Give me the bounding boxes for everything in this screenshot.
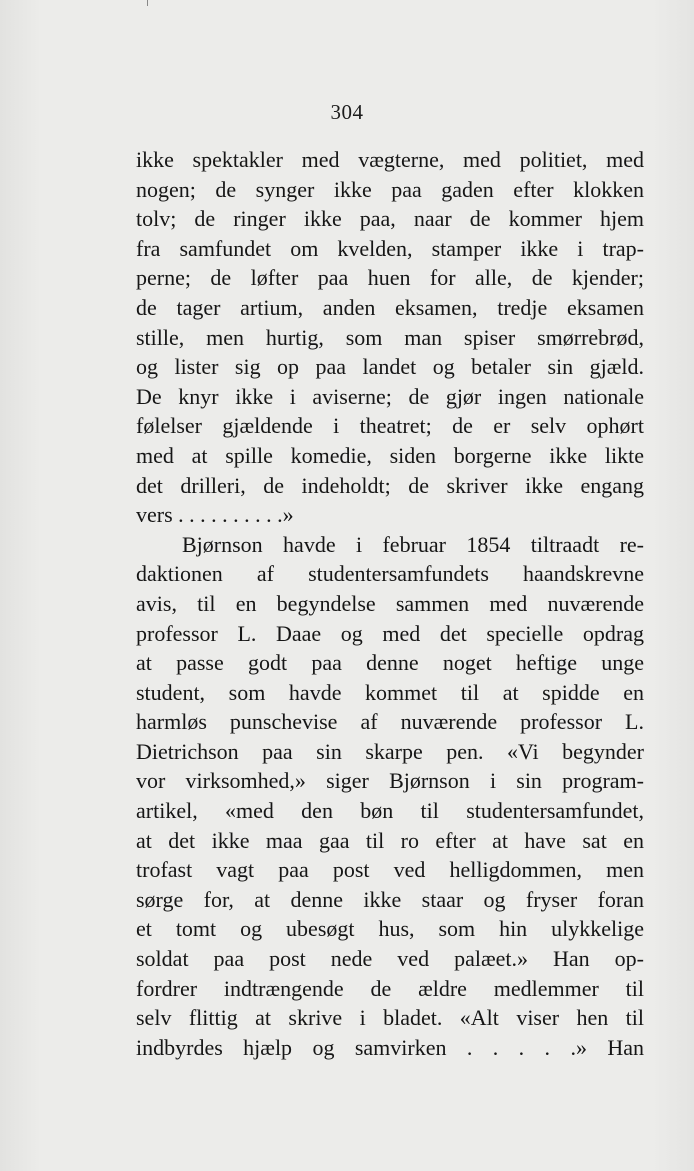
text-line: Dietrichson paa sin skarpe pen. «Vi begynder	[136, 738, 644, 764]
text-line: harmløs punschevise af nuværende professor L.	[136, 709, 644, 735]
text-line: vers . . . . . . . . . .»	[136, 502, 294, 528]
text-line: indbyrdes hjælp og samvirken . . . . .» Han	[136, 1034, 644, 1060]
text-line: de tager artium, anden eksamen, tredje eksamen	[136, 294, 644, 320]
text-line: daktionen af studentersamfundets haandskrevne	[136, 561, 644, 587]
text-line: trofast vagt paa post ved helligdommen, men	[136, 857, 644, 883]
text-line: med at spille komedie, siden borgerne ikke likte	[136, 442, 644, 468]
text-line: artikel, «med den bøn til studentersamfundet,	[136, 798, 644, 824]
text-line: et tomt og ubesøgt hus, som hin ulykkelige	[136, 916, 644, 942]
text-line: og lister sig op paa landet og betaler sin gjæld.	[136, 354, 644, 380]
text-line: nogen; de synger ikke paa gaden efter klokken	[136, 176, 644, 202]
text-line: Bjørnson havde i februar 1854 tiltraadt re-	[182, 531, 644, 557]
text-line: fra samfundet om kvelden, stamper ikke i trap-	[136, 235, 644, 261]
text-line: soldat paa post nede ved palæet.» Han op-	[136, 946, 644, 972]
text-line: sørge for, at denne ikke staar og fryser foran	[136, 886, 644, 912]
text-line: avis, til en begyndelse sammen med nuværende	[136, 590, 644, 616]
text-line: De knyr ikke i aviserne; de gjør ingen nationale	[136, 383, 644, 409]
text-line: at det ikke maa gaa til ro efter at have sat en	[136, 827, 644, 853]
text-line: selv flittig at skrive i bladet. «Alt viser hen til	[136, 1005, 644, 1031]
text-line: at passe godt paa denne noget heftige unge	[136, 650, 644, 676]
text-line: ikke spektakler med vægterne, med politiet, med	[136, 147, 644, 172]
text-line: vor virksomhed,» siger Bjørnson i sin program-	[136, 768, 644, 794]
text-line: stille, men hurtig, som man spiser smørrebrød,	[136, 324, 644, 350]
text-line: fordrer indtrængende de ældre medlemmer til	[136, 975, 644, 1001]
text-line: student, som havde kommet til at spidde en	[136, 679, 644, 705]
page-number: 304	[330, 100, 364, 124]
body-text	[136, 145, 644, 1062]
text-line: følelser gjældende i theatret; de er selv ophørt	[136, 413, 644, 439]
scan-mark	[147, 0, 148, 6]
text-line: professor L. Daae og med det specielle opdrag	[136, 620, 644, 646]
text-line: det drilleri, de indeholdt; de skriver ikke engang	[136, 472, 644, 498]
text-line: tolv; de ringer ikke paa, naar de kommer hjem	[136, 206, 644, 232]
text-line: perne; de løfter paa huen for alle, de kjender;	[136, 265, 644, 291]
